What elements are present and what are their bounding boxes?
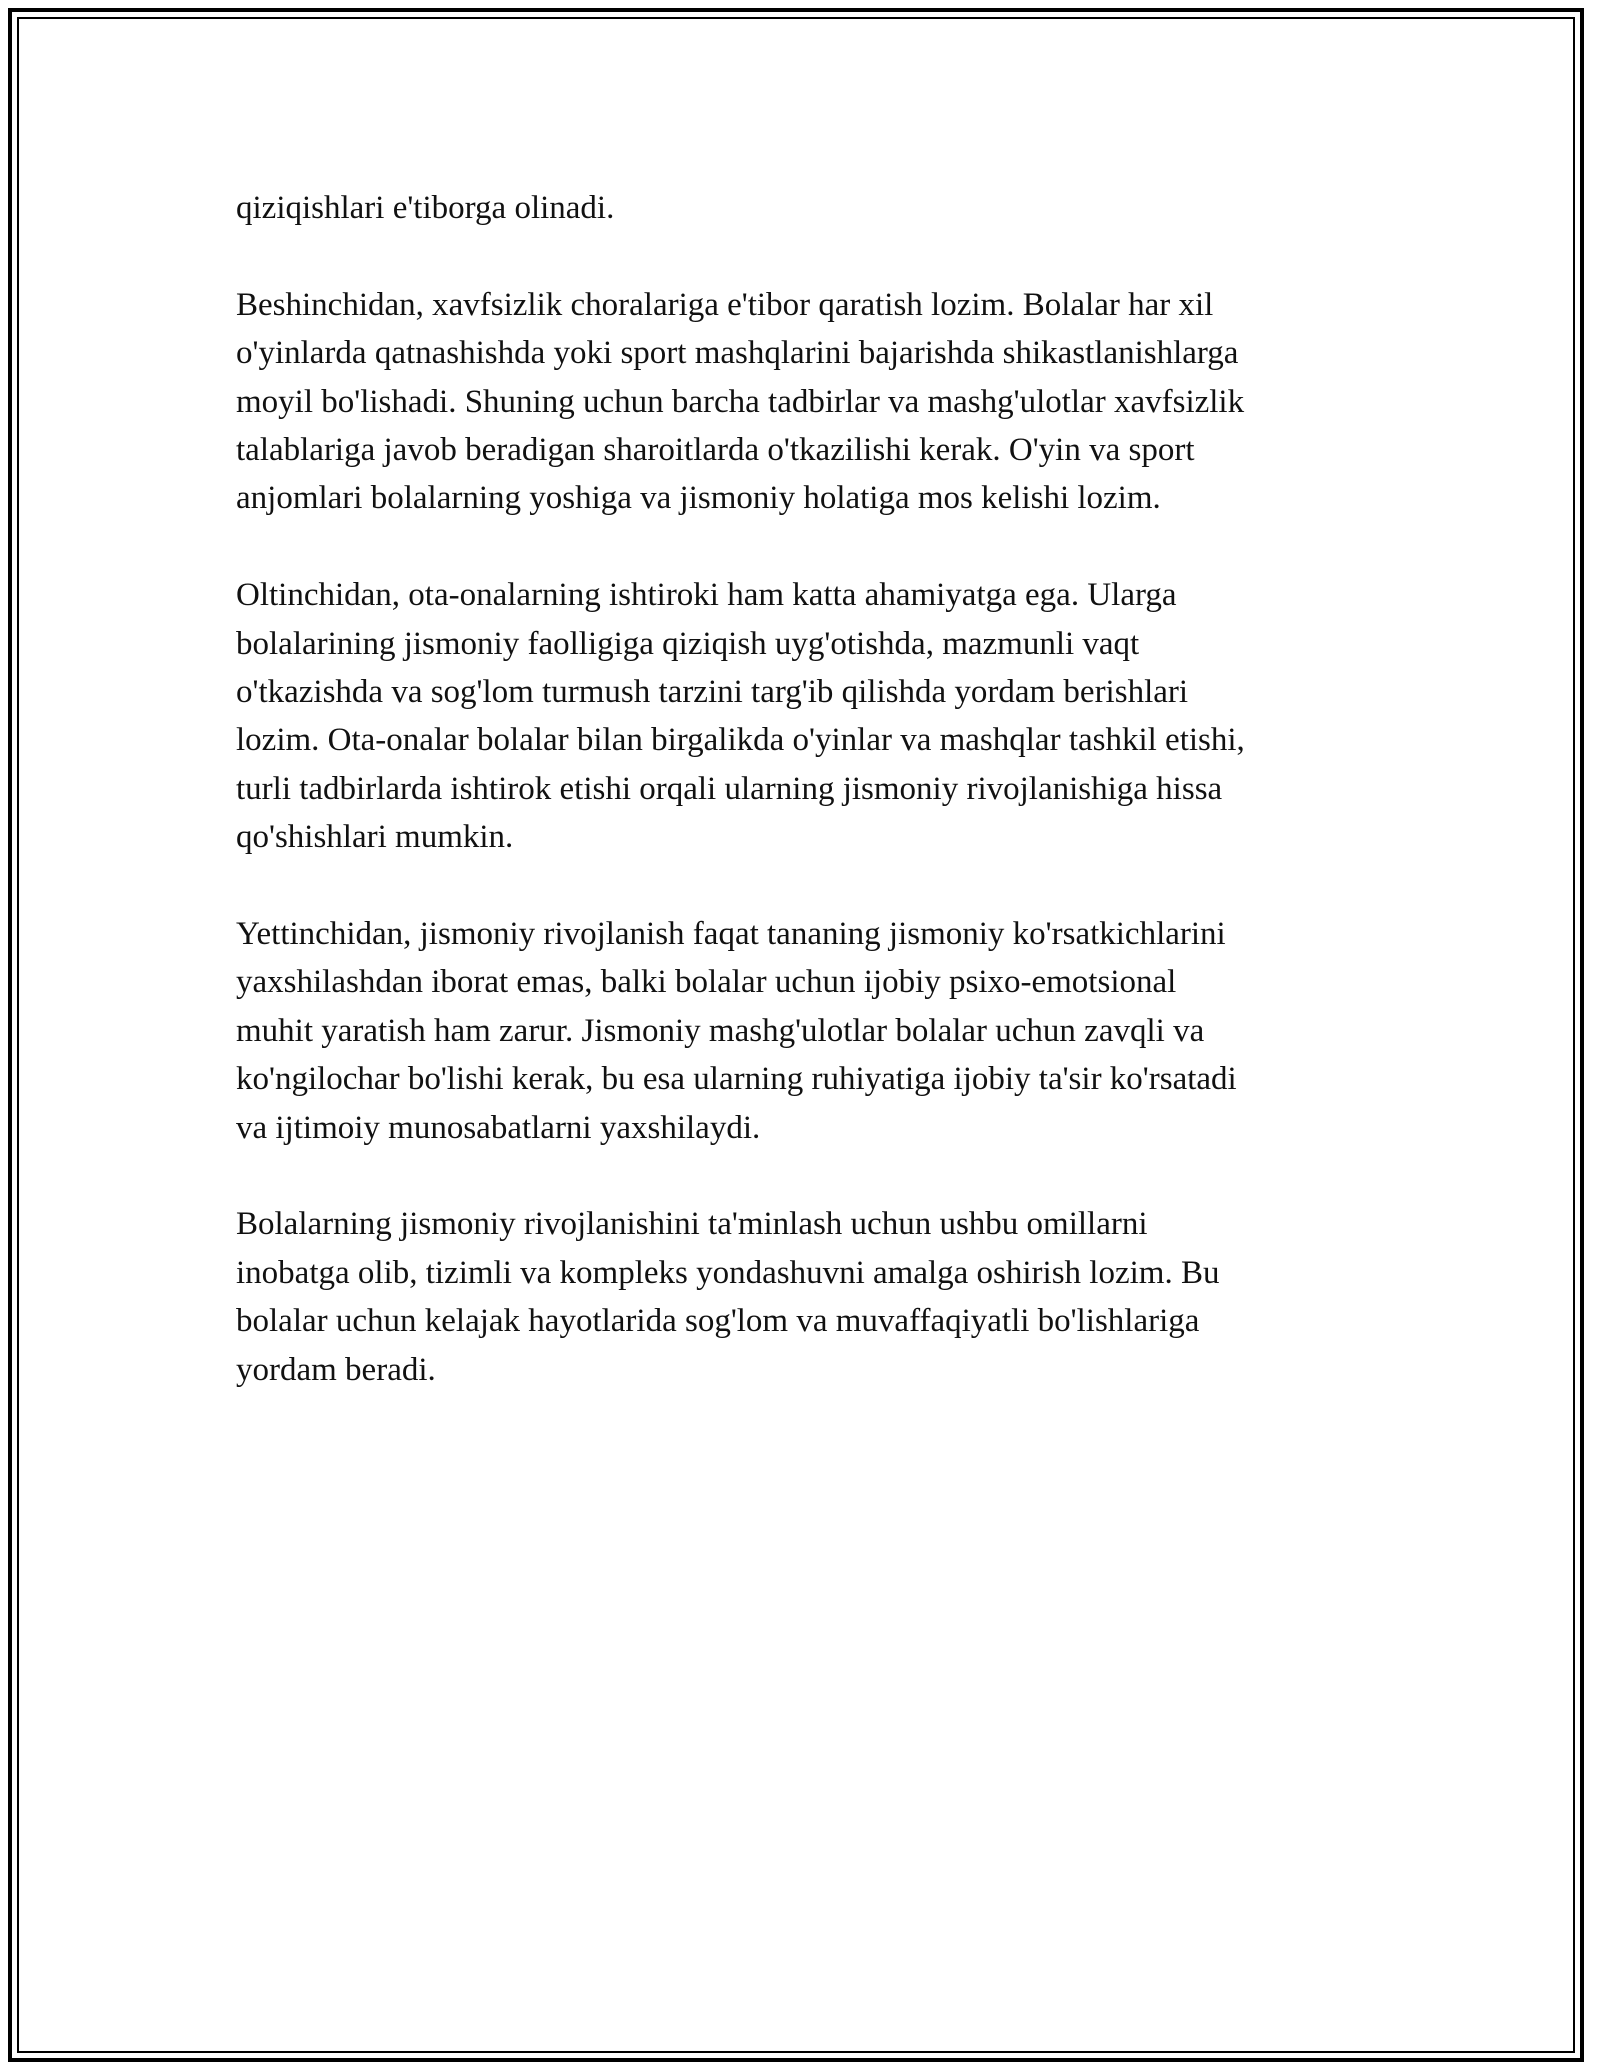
paragraph-continuation: qiziqishlari e'tiborga olinadi. [236,190,615,226]
paragraph-conclusion: Bolalarning jismoniy rivojlanishini ta'minlash uchun ushbu omillarni inobatga olib, tizimli va kompleks yondashuvni amalga oshirish lozim. Bu bolalar uchun kelajak hayotlarida sog'lom va muvaffaqiyatli bo'lishlariga yordam beradi. [236,1206,1220,1388]
document-body [236,184,1366,1442]
paragraph-psycho-emotional: Yettinchidan, jismoniy rivojlanish faqat tananing jismoniy ko'rsatkichlarini yaxshilashdan iborat emas, balki bolalar uchun ijobiy psixo-emotsional muhit yaratish ham zarur. Jismoniy mashg'ulotlar bolalar uchun zavqli va ko'ngilochar bo'lishi kerak, bu esa ularning ruhiyatiga ijobiy ta'sir ko'rsatadi va ijtimoiy munosabatlarni yaxshilaydi. [236,916,1237,1146]
paragraph-safety: Beshinchidan, xavfsizlik choralariga e'tibor qaratish lozim. Bolalar har xil o'yinlarda qatnashishda yoki sport mashqlarini bajarishda shikastlanishlarga moyil bo'lishadi. Shuning uchun barcha tadbirlar va mashg'ulotlar xavfsizlik talablariga javob beradigan sharoitlarda o'tkazilishi kerak. O'yin va sport anjomlari bolalarning yoshiga va jismoniy holatiga mos kelishi lozim. [236,286,1245,517]
paragraph-parents: Oltinchidan, ota-onalarning ishtiroki ham katta ahamiyatga ega. Ularga bolalarining jismoniy faolligiga qiziqish uyg'otishda, mazmunli vaqt o'tkazishda va sog'lom turmush tarzini targ'ib qilishda yordam berishlari lozim. Ota-onalar bolalar bilan birgalikda o'yinlar va mashqlar tashkil etishi, turli tadbirlarda ishtirok etishi orqali ularning jismoniy rivojlanishiga hissa qo'shishlari mumkin. [236,577,1245,856]
